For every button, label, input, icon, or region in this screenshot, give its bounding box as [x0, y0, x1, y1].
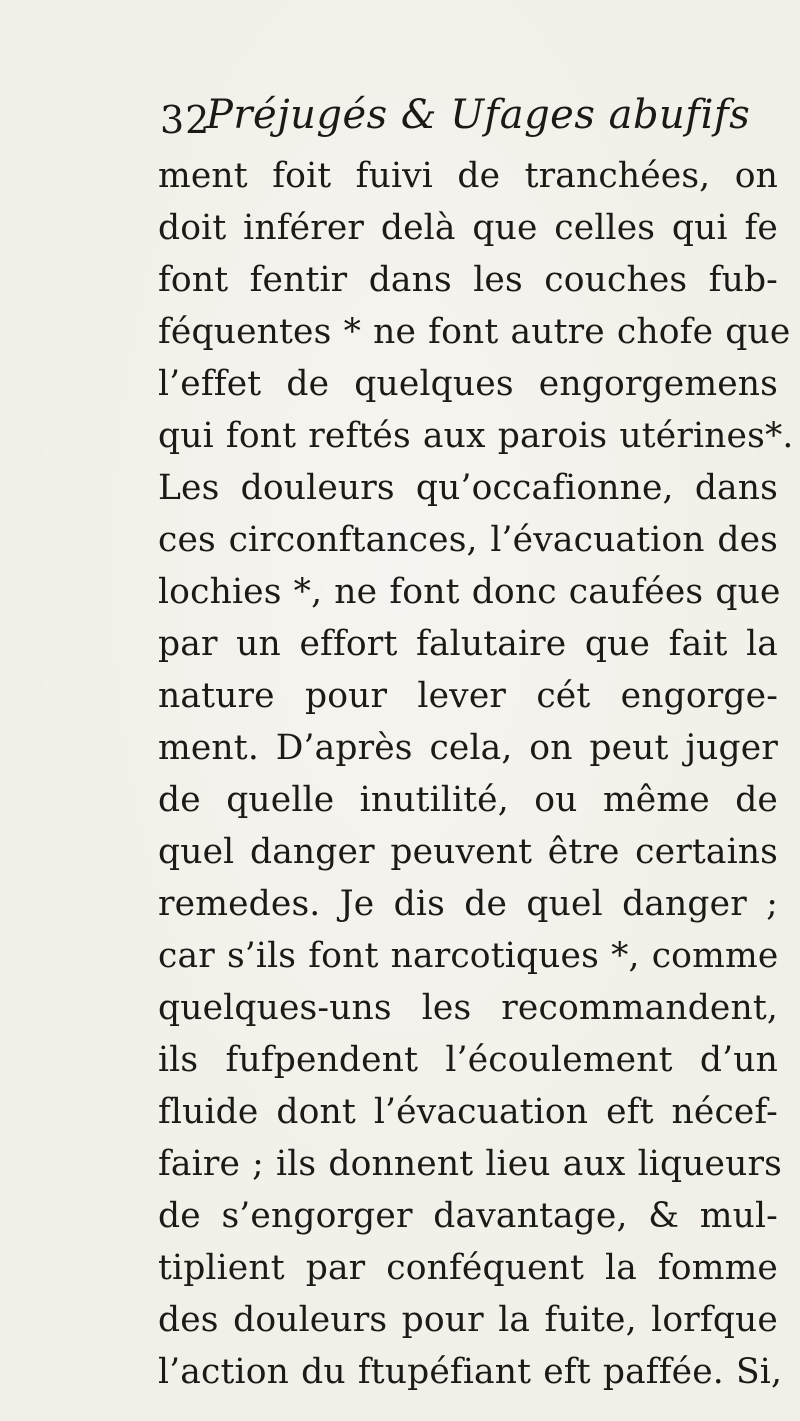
text-line: l’action du ftupéfiant eft paffée. Si, — [158, 1352, 783, 1392]
text-line: tiplient par conféquent la fomme — [158, 1248, 778, 1288]
text-line: de s’engorger davantage, & mul- — [158, 1196, 778, 1236]
text-line: ment. D’après cela, on peut juger — [158, 728, 778, 768]
text-line: nature pour lever cét engorge- — [158, 676, 778, 716]
text-line: Les douleurs qu’occafionne, dans — [158, 468, 778, 508]
running-title: Préjugés & Ufages abufifs — [206, 92, 751, 138]
page-number: 32 — [160, 98, 211, 142]
text-line: par un effort falutaire que fait la — [158, 624, 778, 664]
text-line: féquentes * ne font autre chofe que — [158, 312, 791, 352]
text-line: des douleurs pour la fuite, lorfque — [158, 1300, 778, 1340]
body-text — [158, 150, 794, 1398]
text-line: lochies *, ne font donc caufées que — [158, 572, 781, 612]
text-line: qui font reftés aux parois utérines*. — [158, 416, 794, 456]
text-line: faire ; ils donnent lieu aux liqueurs — [158, 1144, 782, 1184]
text-line: remedes. Je dis de quel danger ; — [158, 884, 778, 924]
running-head — [160, 92, 751, 148]
text-line: de quelle inutilité, ou même de — [158, 780, 778, 820]
text-line: l’effet de quelques engorgemens — [158, 364, 778, 404]
text-line: doit inférer delà que celles qui fe — [158, 208, 778, 248]
text-line: ils fufpendent l’écoulement d’un — [158, 1040, 778, 1080]
text-line: car s’ils font narcotiques *, comme — [158, 936, 779, 976]
text-line: font fentir dans les couches fub- — [158, 260, 778, 300]
text-line: ces circonftances, l’évacuation des — [158, 520, 778, 560]
text-line: quelques-uns les recommandent, — [158, 988, 778, 1028]
text-line: ment foit fuivi de tranchées, on — [158, 156, 778, 196]
text-line: fluide dont l’évacuation eft nécef- — [158, 1092, 778, 1132]
text-line: quel danger peuvent être certains — [158, 832, 778, 872]
